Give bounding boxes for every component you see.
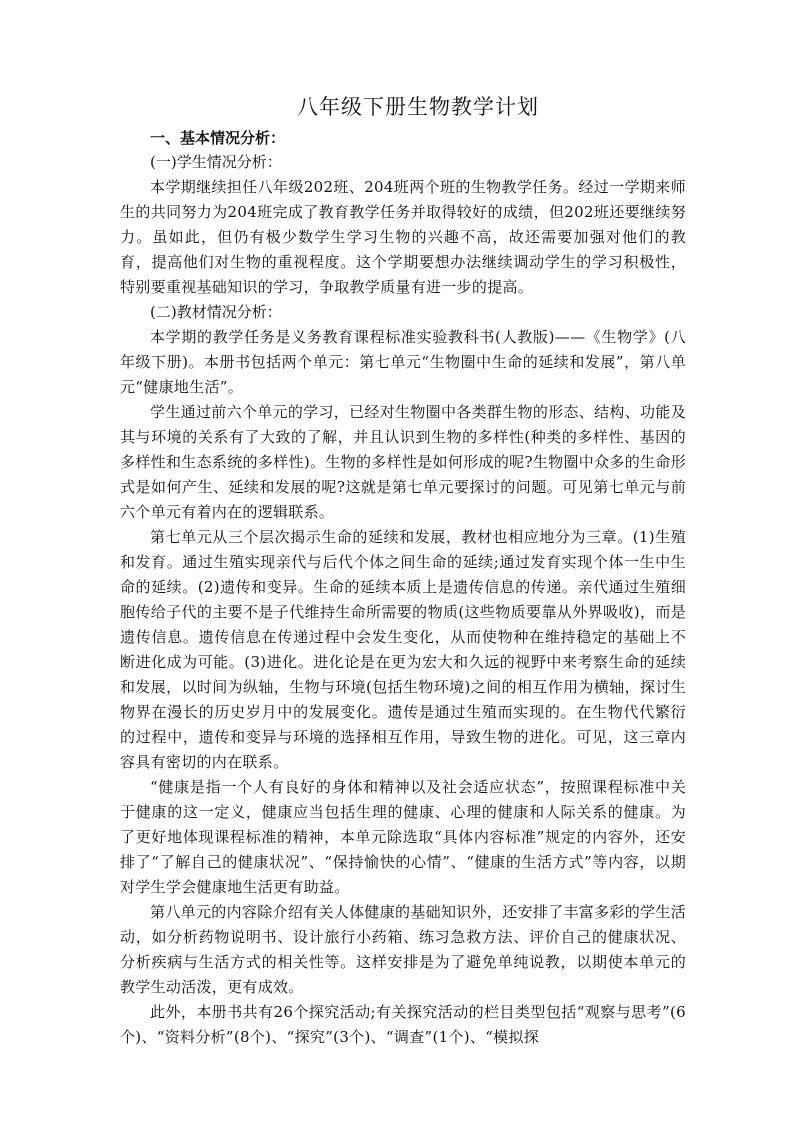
subheading-textbook-analysis: (二)教材情况分析： <box>150 303 282 321</box>
document-title: 八年级下册生物教学计划 <box>297 95 539 119</box>
paragraph-student-situation: 本学期继续担任八年级202班、204班两个班的生物教学任务。经过一学期来师生的共同努力为204班完成了教育教学任务并取得较好的成绩，但202班还要继续努力。虽如此，但仍有极少数学生学习生物的兴趣不高，故还需要加强对他们的教育，提高他们对生物的重视程度。这个学期要想办法继续调动学生的学习积极性，特别要重视基础知识的学习，争取教学质量有进一步的提高。 <box>120 178 686 296</box>
subheading-student-analysis: (一)学生情况分析： <box>150 153 282 171</box>
paragraph-unit-seven-intro: 学生通过前六个单元的学习，已经对生物圈中各类群生物的形态、结构、功能及其与环境的关系有了大致的了解，并且认识到生物的多样性(种类的多样性、基因的多样性和生态系统的多样性)。生物的多样性是如何形成的呢?生物圈中众多的生命形式是如何产生、延续和发展的呢?这就是第七单元要探讨的问题。可见第七单元与前六个单元有着内在的逻辑联系。 <box>120 403 686 521</box>
document-page <box>120 92 686 1050</box>
paragraph-teaching-task: 本学期的教学任务是义务教育课程标准实验教科书(人教版)——《生物学》(八年级下册)。本册书包括两个单元：第七单元“生物圈中生命的延续和发展”，第八单元“健康地生活”。 <box>120 328 686 396</box>
section-heading-basic-analysis: 一、基本情况分析： <box>150 129 286 147</box>
paragraph-unit-seven-chapters: 第七单元从三个层次揭示生命的延续和发展，教材也相应地分为三章。(1)生殖和发育。通过生殖实现亲代与后代个体之间生命的延续;通过发育实现个体一生中生命的延续。(2)遗传和变异。生命的延续本质上是遗传信息的传递。亲代通过生殖细胞传给子代的主要不是子代维持生命所需要的物质(这些物质要靠从外界吸收)，而是遗传信息。遗传信息在传递过程中会发生变化，从而使物种在维持稳定的基础上不断进化成为可能。(3)进化。进化论是在更为宏大和久远的视野中来考察生命的延续和发展，以时间为纵轴，生物与环境(包括生物环境)之间的相互作用为横轴，探讨生物界在漫长的历史岁月中的发展变化。遗传是通过生殖而实现的。在生物代代繁衍的过程中，遗传和变异与环境的选择相互作用，导致生物的进化。可见，这三章内容具有密切的内在联系。 <box>120 528 686 771</box>
paragraph-unit-eight-content: 第八单元的内容除介绍有关人体健康的基础知识外，还安排了丰富多彩的学生活动，如分析药物说明书、设计旅行小药箱、练习急救方法、评价自己的健康状况、分析疾病与生活方式的相关性等。这样安排是为了避免单纯说教，以期使本单元的教学生动活泼，更有成效。 <box>120 903 686 996</box>
paragraph-health-definition: “健康是指一个人有良好的身体和精神以及社会适应状态”，按照课程标准中关于健康的这一定义，健康应当包括生理的健康、心理的健康和人际关系的健康。为了更好地体现课程标准的精神，本单元除选取“具体内容标准”规定的内容外，还安排了“了解自己的健康状况”、“保持愉快的心情”、“健康的生活方式”等内容，以期对学生学会健康地生活更有助益。 <box>120 778 686 896</box>
paragraph-inquiry-activities: 此外，本册书共有26个探究活动;有关探究活动的栏目类型包括“观察与思考”(6个)、“资料分析”(8个)、“探究”(3个)、“调查”(1个)、“模拟探 <box>120 1003 686 1046</box>
